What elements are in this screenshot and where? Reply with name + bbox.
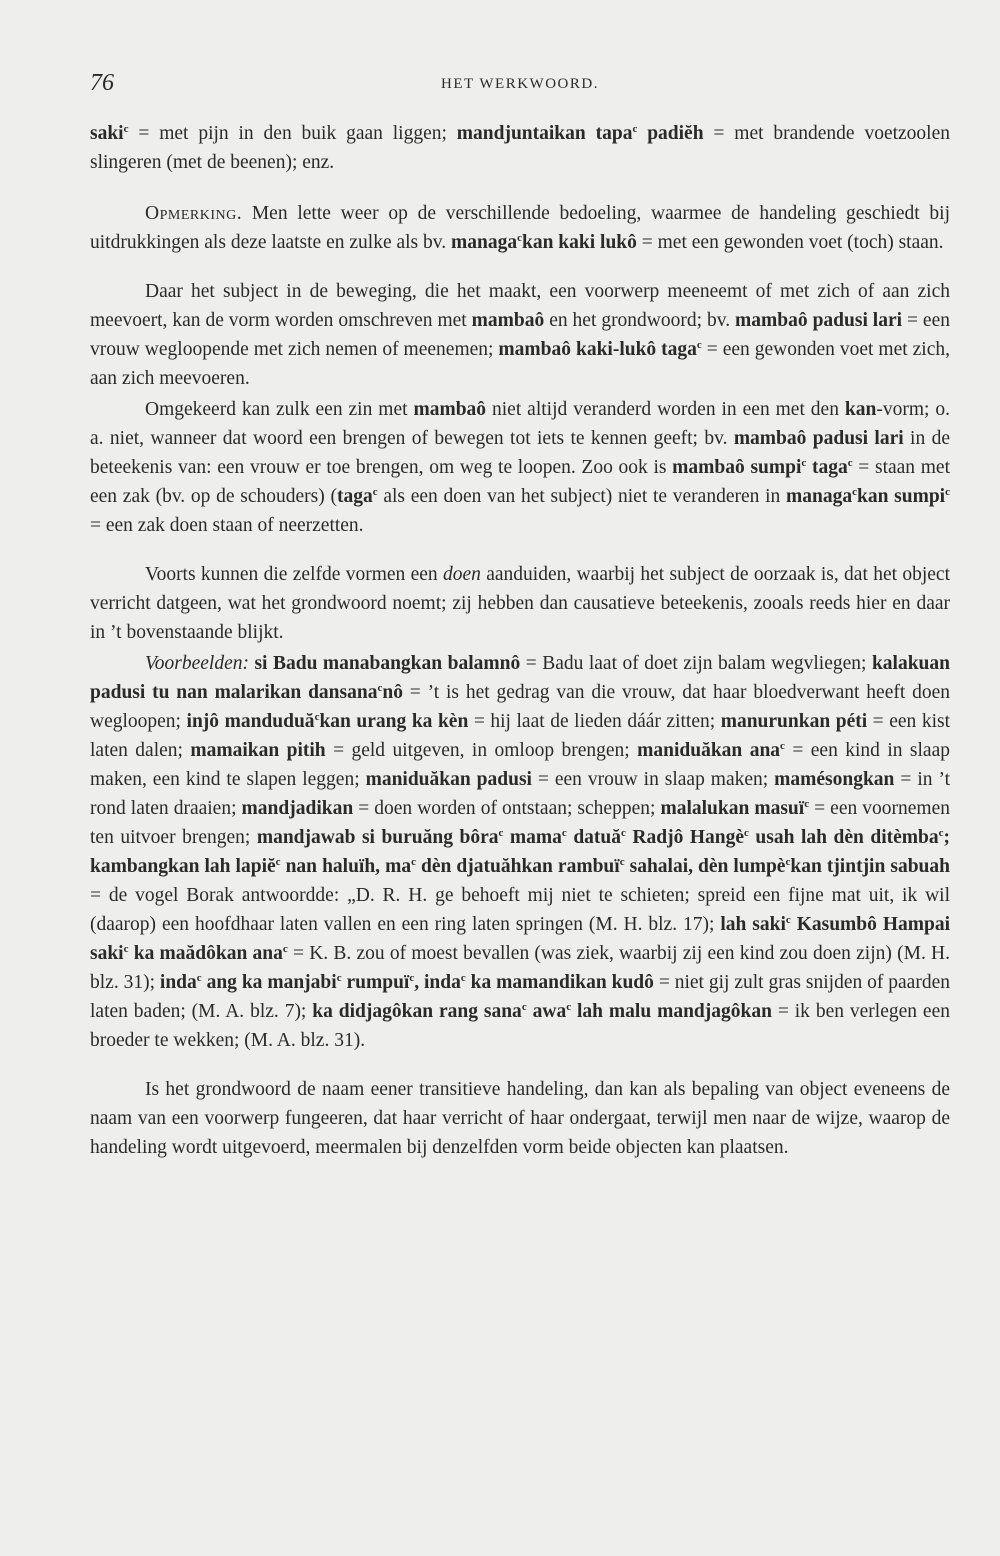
malay-term: mamésongkan	[774, 769, 895, 790]
malay-term: mandjuntaikan tapa	[456, 123, 633, 144]
paragraph-transitive	[90, 1075, 950, 1162]
malay-term: dèn djatuăhkan rambuï	[416, 856, 620, 877]
text-run: Men lette weer op de verschillende bedoeling, waarmee de handeling geschiedt bij uitdrukkingen als deze laatste en zulke als bv.	[90, 203, 950, 253]
malay-term: ; kambangkan lah lapiĕ	[90, 827, 951, 877]
text-run: = K. B. zou of moest bevallen (was ziek, waarbij zij een kind zou doen zijn) (M. H. blz. 31);	[90, 943, 950, 993]
malay-term: maniduăkan ana	[637, 740, 781, 761]
superscript-mark: c	[804, 798, 810, 810]
malay-term: padiĕh	[637, 123, 704, 144]
malay-term: mambaô padusi lari	[735, 310, 903, 331]
superscript-mark: c	[314, 711, 320, 723]
superscript-mark: c	[336, 972, 342, 984]
superscript-mark: c	[785, 914, 791, 926]
malay-term: managa	[786, 486, 853, 507]
malay-term: mambaô	[413, 399, 487, 420]
malay-term: usah lah dèn ditèmba	[748, 827, 939, 848]
page-header	[90, 70, 950, 100]
malay-term: kan urang ka kèn	[319, 711, 469, 732]
superscript-mark: c	[938, 827, 944, 839]
malay-term: mandjadikan	[241, 798, 354, 819]
text-run: = een zak doen staan of neerzetten.	[90, 515, 364, 536]
malay-term: mambaô padusi lari	[733, 428, 904, 449]
page-body	[90, 119, 950, 1162]
malay-term: rumpuï	[341, 972, 410, 993]
superscript-mark: c	[561, 827, 567, 839]
page-number: 76	[90, 70, 114, 96]
superscript-mark: c	[945, 486, 950, 498]
text-run: Voorts kunnen die zelfde vormen een	[145, 564, 444, 585]
superscript-mark: c	[123, 943, 129, 955]
text-run: Omgekeerd kan zulk een zin met	[145, 399, 414, 420]
text-run: = een gewonden voet met zich, aan zich meevoeren.	[90, 339, 950, 389]
malay-term: sahalai, dèn lumpè	[624, 856, 786, 877]
superscript-mark: c	[801, 457, 807, 469]
text-run: = een vrouw wegloopende met zich nemen of meenemen;	[90, 310, 950, 360]
superscript-mark: c	[785, 856, 791, 868]
text-run: = met brandende voetzoolen slingeren (met de beenen); enz.	[90, 123, 950, 173]
paragraph-continuation	[90, 119, 950, 177]
superscript-mark: c	[619, 856, 625, 868]
paragraph-omgekeerd	[90, 395, 950, 540]
text-run: = een kind in slaap maken, een kind te slapen leggen;	[90, 740, 950, 790]
italic-text: doen	[443, 564, 481, 585]
paragraph-remark	[90, 199, 950, 257]
text-run: en het grondwoord; bv.	[544, 310, 736, 331]
text-run: -vorm; o. a. niet, wanneer dat woord een brengen of bewegen tot iets te kennen geeft; bv.	[90, 399, 951, 449]
running-title: HET WERKWOORD.	[441, 76, 599, 92]
malay-term: manurunkan péti	[720, 711, 868, 732]
superscript-mark: c	[517, 232, 522, 244]
text-run: = ’t is het gedrag van die vrouw, dat haar bloedverwant heeft doen wegloopen;	[90, 682, 950, 732]
superscript-mark: c	[521, 1001, 527, 1013]
malay-term: datuă	[566, 827, 622, 848]
malay-term: , inda	[414, 972, 461, 993]
text-run: = de vogel Borak antwoordde: „D. R. H. ge behoeft mij niet te schieten; spreid een fijne mat uit, ik wil (daarop) een hoofdhaar laten vallen en een ring laten springen (M. H. blz. 17);	[90, 885, 950, 935]
text-run: = Badu laat of doet zijn balam wegvliegen;	[520, 653, 872, 674]
text-run: als een doen van het subject) niet te veranderen in	[377, 486, 786, 507]
superscript-mark: c	[498, 827, 504, 839]
text-run: Opmerking.	[145, 203, 243, 224]
malay-term: injô manduduă	[186, 711, 315, 732]
text-run: Is het grondwoord de naam eener transitieve handeling, dan kan als bepaling van object eveneens de naam van een voorwerp fungeeren, dat haar verricht of haar ondergaat, terwijl men naar de wijze, waarop de handeling wordt uitgevoerd, meermalen bij denzelfden vorm beide objecten kan plaatsen.	[90, 1079, 950, 1158]
malay-term: kan tjintjin sabuah	[790, 856, 950, 877]
superscript-mark: c	[196, 972, 202, 984]
malay-term: mambaô kaki-lukô taga	[498, 339, 697, 360]
malay-term: ka didjagôkan rang sana	[312, 1001, 522, 1022]
paragraph-mambao	[90, 277, 950, 393]
malay-term: inda	[159, 972, 197, 993]
superscript-mark: c	[282, 943, 288, 955]
superscript-mark: c	[123, 123, 129, 135]
malay-term: Radjô Hangè	[625, 827, 745, 848]
malay-term: kan	[844, 399, 877, 420]
text-run: = niet gij zult gras snijden of paarden laten baden; (M. A. blz. 7);	[90, 972, 950, 1022]
malay-term: maniduăkan padusi	[365, 769, 532, 790]
text-run: = in ’t rond laten draaien;	[90, 769, 950, 819]
malay-term: managa	[451, 232, 518, 253]
superscript-mark: c	[411, 856, 416, 868]
malay-term: awa	[526, 1001, 567, 1022]
superscript-mark: c	[377, 682, 383, 694]
text-run: = met pijn in den buik gaan liggen;	[128, 123, 457, 144]
malay-term: Kasumbô Hampai saki	[90, 914, 950, 964]
text-run: = hij laat de lieden dáár zitten;	[468, 711, 721, 732]
malay-term: ka maădôkan ana	[128, 943, 283, 964]
superscript-mark: c	[847, 457, 853, 469]
superscript-mark: c	[744, 827, 749, 839]
superscript-mark: c	[632, 123, 638, 135]
malay-term: mambaô sumpi	[672, 457, 802, 478]
superscript-mark: c	[275, 856, 281, 868]
malay-term: nan haluïh, ma	[280, 856, 412, 877]
superscript-mark: c	[460, 972, 466, 984]
superscript-mark: c	[696, 339, 702, 351]
malay-term: kalakuan padusi tu nan malarikan dansana	[90, 653, 951, 703]
text-run: = een vrouw in slaap maken;	[531, 769, 775, 790]
malay-term: mama	[503, 827, 562, 848]
malay-term: mamaikan pitih	[190, 740, 326, 761]
italic-text: Voorbeelden:	[145, 653, 249, 674]
text-run: = doen worden of ontstaan; scheppen;	[353, 798, 661, 819]
text-run: = geld uitgeven, in omloop brengen;	[325, 740, 638, 761]
superscript-mark: c	[780, 740, 785, 752]
superscript-mark: c	[372, 486, 378, 498]
superscript-mark: c	[852, 486, 857, 498]
malay-term: kan sumpi	[856, 486, 946, 507]
superscript-mark: c	[566, 1001, 572, 1013]
text-run: = een kist laten dalen;	[90, 711, 950, 761]
malay-term: kan kaki lukô	[521, 232, 637, 253]
text-run: in de beteekenis van: een vrouw er toe brengen, om weg te loopen. Zoo ook is	[90, 428, 950, 478]
superscript-mark: c	[621, 827, 626, 839]
malay-term: lah malu mandjagôkan	[571, 1001, 772, 1022]
text-run: aanduiden, waarbij het subject de oorzaak is, dat het object verricht datgeen, wat het grondwoord noemt; zij hebben dan causatieve beteekenis, zooals reeds hier en daar in ’t bovenstaande blijkt.	[90, 564, 950, 643]
text-run: = staan met een zak (bv. op de schouders) (	[90, 457, 950, 507]
malay-term: saki	[90, 123, 124, 144]
malay-term: mandjawab si buruăng bôra	[256, 827, 499, 848]
text-run: = ik ben verlegen een broeder te wekken; (M. A. blz. 31).	[90, 1001, 950, 1051]
superscript-mark: c	[409, 972, 415, 984]
text-run: = met een gewonden voet (toch) staan.	[636, 232, 944, 253]
malay-term: ka mamandikan kudô	[465, 972, 654, 993]
text-run: niet altijd veranderd worden in een met den	[486, 399, 845, 420]
malay-term: si Badu manabangkan balamnô	[254, 653, 521, 674]
malay-term: nô	[382, 682, 403, 703]
text-run: = een voornemen ten uitvoer brengen;	[90, 798, 950, 848]
malay-term: taga	[806, 457, 848, 478]
malay-term: taga	[336, 486, 373, 507]
malay-term: mambaô	[471, 310, 545, 331]
paragraph-examples	[90, 649, 950, 1055]
paragraph-voorts	[90, 560, 950, 647]
malay-term: lah saki	[720, 914, 786, 935]
malay-term: ang ka manjabi	[201, 972, 337, 993]
text-run: Daar het subject in de beweging, die het maakt, een voorwerp meeneemt of met zich of aan zich meevoert, kan de vorm worden omschreven met	[90, 281, 950, 331]
malay-term: malalukan masuï	[660, 798, 805, 819]
